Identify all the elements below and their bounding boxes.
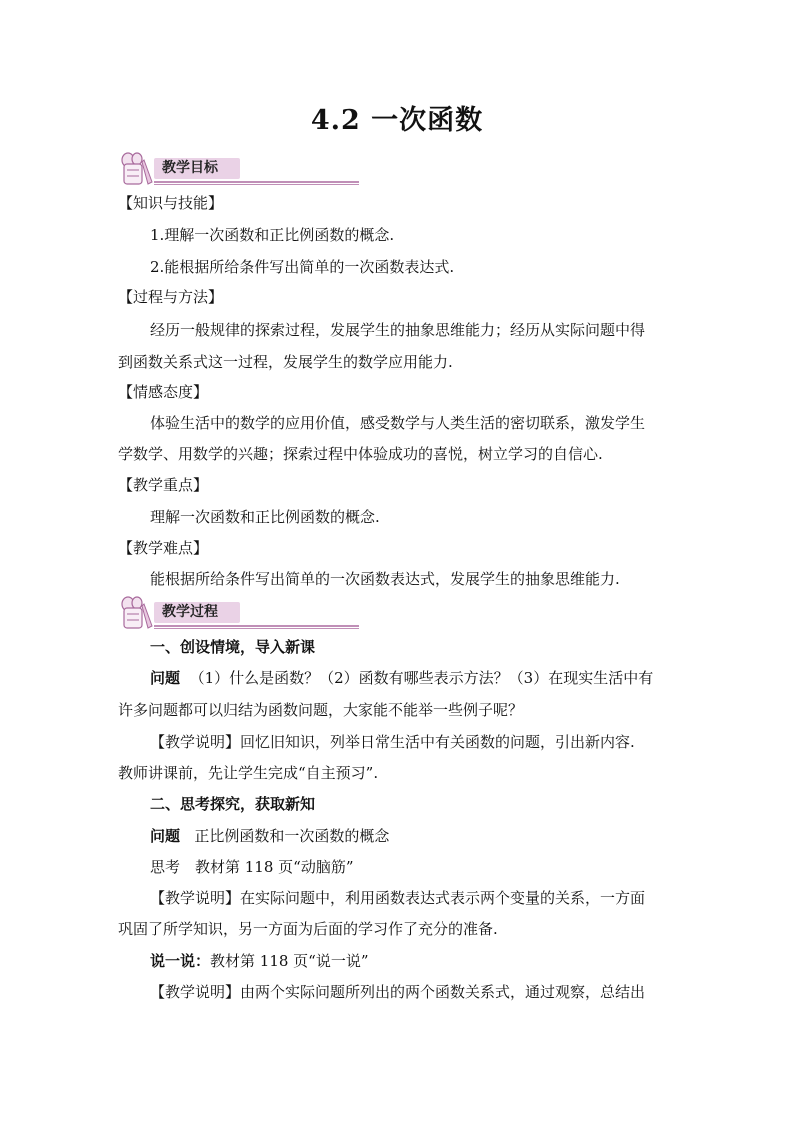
- knowledge-heading: 【知识与技能】: [118, 194, 224, 212]
- process-text-2: 到函数关系式这一过程，发展学生的数学应用能力.: [118, 353, 453, 371]
- question-label: 问题: [150, 669, 181, 687]
- question-line-1: [150, 668, 653, 688]
- pencil-icon: [118, 596, 158, 632]
- question2-text: 正比例函数和一次函数的概念: [194, 827, 390, 845]
- note3-line-1: [150, 982, 645, 1002]
- note2-line-1: [150, 888, 645, 908]
- note-label: 【教学说明】: [150, 889, 241, 907]
- process-heading: 【过程与方法】: [118, 288, 224, 306]
- part2-heading: 二、思考探究，获取新知: [150, 795, 316, 813]
- key-text: 理解一次函数和正比例函数的概念.: [150, 508, 380, 526]
- emotion-heading: 【情感态度】: [118, 383, 209, 401]
- note2-text-2: 巩固了所学知识，另一方面为后面的学习作了充分的准备.: [118, 920, 498, 938]
- question-text-2: 许多问题都可以归结为函数问题，大家能不能举一些例子呢？: [118, 701, 524, 719]
- part1-heading: 一、创设情境，导入新课: [150, 638, 316, 656]
- page-title: 4.2 一次函数: [310, 105, 484, 136]
- banner-rule: [154, 184, 359, 185]
- note1-line-1: [150, 732, 635, 752]
- emotion-text-2: 学数学、用数学的兴趣；探索过程中体验成功的喜悦，树立学习的自信心.: [118, 445, 603, 463]
- note1-text-2: 教师讲课前，先让学生完成“自主预习”.: [118, 764, 379, 782]
- key-heading: 【教学重点】: [118, 476, 209, 494]
- banner-label: 教学过程: [154, 602, 240, 623]
- say-text: 教材第 118 页“说一说”: [210, 952, 369, 970]
- knowledge-item-2: 2.能根据所给条件写出简单的一次函数表达式.: [150, 258, 455, 276]
- note1-text-1: 回忆旧知识，列举日常生活中有关函数的问题，引出新内容.: [240, 733, 635, 751]
- section-banner-process: [118, 596, 243, 632]
- note3-text-1: 由两个实际问题所列出的两个函数关系式，通过观察，总结出: [240, 983, 646, 1001]
- question2-label: 问题: [150, 827, 181, 845]
- note-label: 【教学说明】: [150, 733, 241, 751]
- banner-rule: [154, 628, 359, 629]
- question-text-1: （1）什么是函数？（2）函数有哪些表示方法？（3）在现实生活中有: [189, 669, 654, 687]
- banner-rule: [154, 625, 359, 627]
- difficulty-heading: 【教学难点】: [118, 539, 209, 557]
- process-text-1: 经历一般规律的探索过程，发展学生的抽象思维能力；经历从实际问题中得: [150, 321, 646, 339]
- section-banner-objectives: [118, 152, 243, 188]
- note-label: 【教学说明】: [150, 983, 241, 1001]
- say-line: [150, 951, 369, 971]
- emotion-text-1: 体验生活中的数学的应用价值，感受数学与人类生活的密切联系，激发学生: [150, 414, 646, 432]
- difficulty-text: 能根据所给条件写出简单的一次函数表达式，发展学生的抽象思维能力.: [150, 570, 620, 588]
- banner-rule: [154, 181, 359, 183]
- banner-label: 教学目标: [154, 158, 240, 179]
- question2-line: [150, 826, 389, 846]
- note2-text-1: 在实际问题中，利用函数表达式表示两个变量的关系，一方面: [240, 889, 646, 907]
- say-label: 说一说：: [150, 952, 211, 970]
- pencil-icon: [118, 152, 158, 188]
- knowledge-item-1: 1.理解一次函数和正比例函数的概念.: [150, 226, 395, 244]
- think-text: 思考 教材第 118 页“动脑筋”: [150, 858, 354, 876]
